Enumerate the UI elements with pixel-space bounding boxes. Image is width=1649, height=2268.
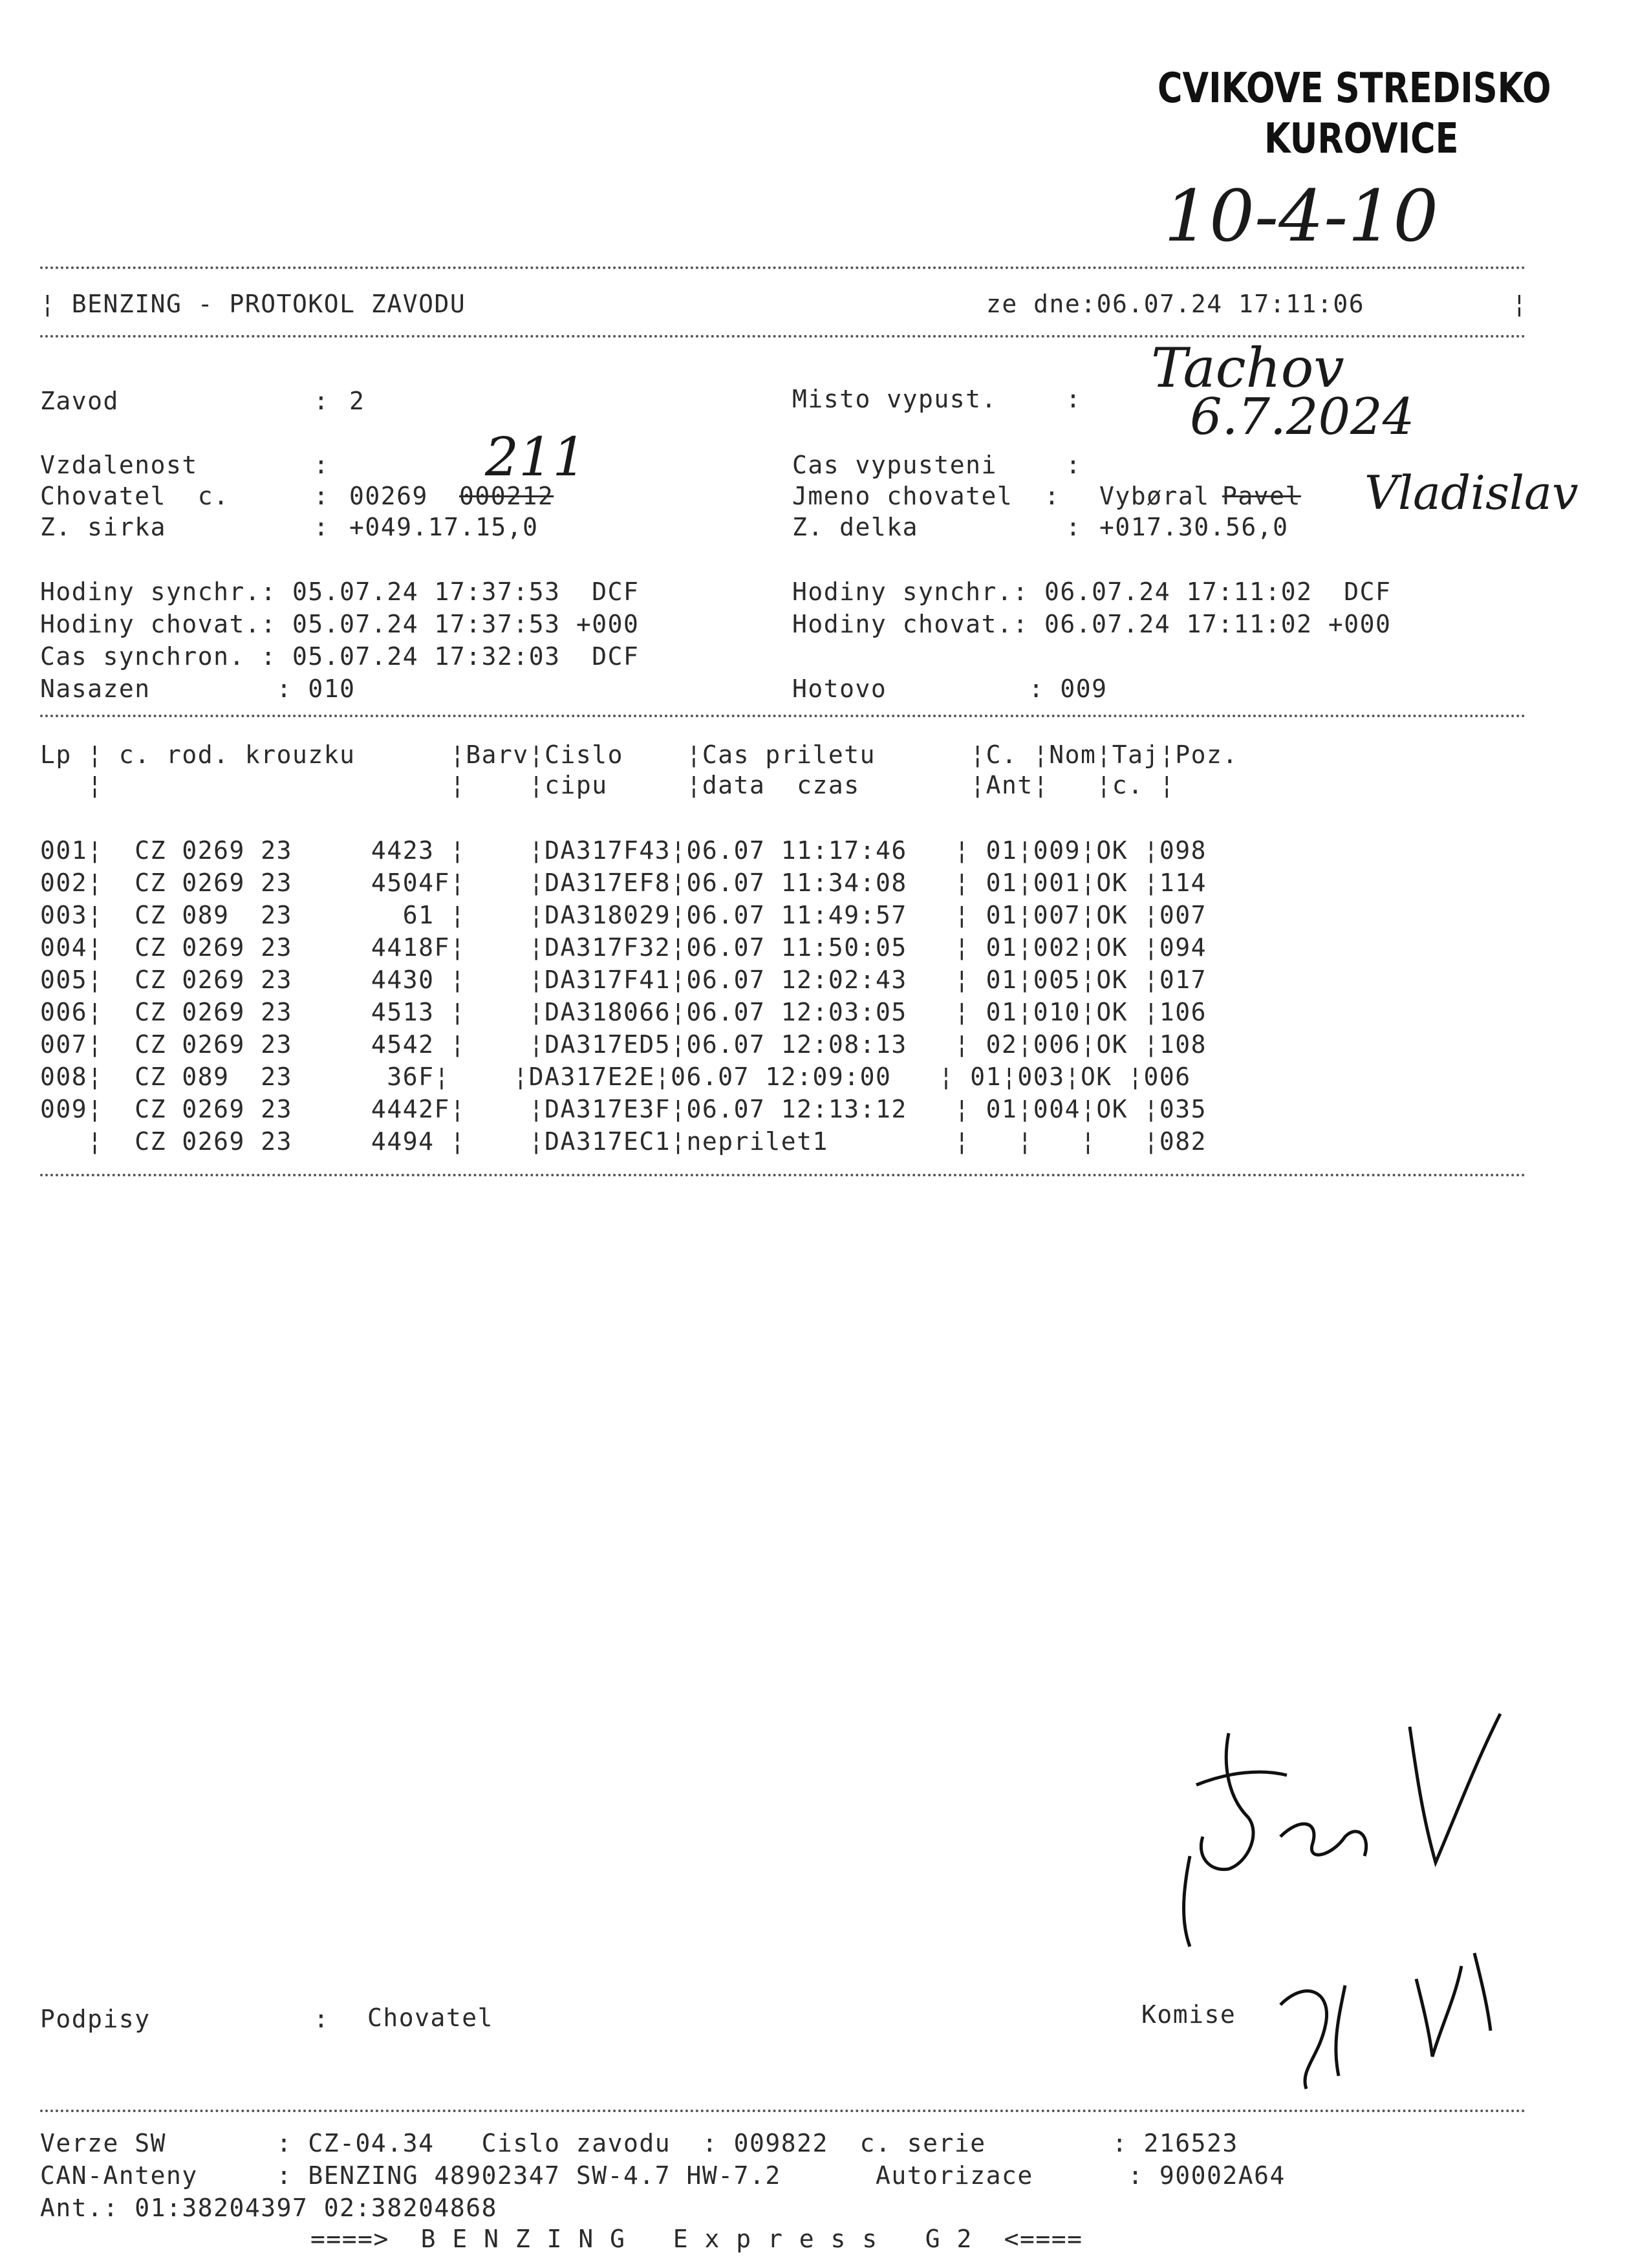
- vzdalenost-label: Vzdalenost: [40, 451, 198, 479]
- chovatel-value: 00269: [349, 482, 428, 510]
- footer-device-name: ====> B E N Z I N G E x p r e s s G 2 <====: [310, 2225, 1083, 2253]
- jmeno-sep: :: [1044, 482, 1061, 510]
- jmeno-struck-value: Pavel: [1222, 482, 1301, 510]
- delka-label: Z. delka: [792, 513, 919, 541]
- table-row: 007¦ CZ 0269 23 4542 ¦ ¦DA317ED5¦06.07 12:08:13 ¦ 02¦006¦OK ¦108: [40, 1030, 1207, 1059]
- podpisy-sep: :: [314, 2005, 330, 2033]
- handwritten-place-date: 6.7.2024: [1190, 388, 1415, 446]
- cas-vypusteni-label: Cas vypusteni: [792, 451, 997, 479]
- chovatel-label: Chovatel c.: [40, 482, 230, 510]
- chovatel-signature-label: Chovatel: [367, 2003, 494, 2032]
- table-header-2: ¦ ¦ ¦cipu ¦data czas ¦Ant¦ ¦c. ¦: [40, 771, 1176, 799]
- protocol-date: ze dne:06.07.24 17:11:06: [986, 290, 1365, 318]
- delka-value: +017.30.56,0: [1099, 513, 1289, 541]
- table-row: 006¦ CZ 0269 23 4513 ¦ ¦DA318066¦06.07 12:03:05 ¦ 01¦010¦OK ¦106: [40, 998, 1207, 1026]
- protocol-title: ¦ BENZING - PROTOKOL ZAVODU: [40, 290, 466, 318]
- zavod-sep: :: [314, 387, 330, 415]
- jmeno-value: Vybøral: [1099, 482, 1210, 510]
- podpisy-label: Podpisy: [40, 2005, 151, 2033]
- table-row: 008¦ CZ 089 23 36F¦ ¦DA317E2E¦06.07 12:09:00 ¦ 01¦003¦OK ¦006: [40, 1063, 1191, 1091]
- misto-label: Misto vypust.: [792, 385, 997, 413]
- footer-line-3: Ant.: 01:38204397 02:38204868: [40, 2194, 497, 2222]
- nasazen: Nasazen : 010: [40, 675, 356, 703]
- stamp-date: 10-4-10: [1164, 175, 1439, 257]
- chovatel-sep: :: [314, 482, 330, 510]
- jmeno-label: Jmeno chovatel: [792, 482, 1013, 510]
- misto-sep: :: [1066, 385, 1082, 413]
- table-row: 009¦ CZ 0269 23 4442F¦ ¦DA317E3F¦06.07 12:13:12 ¦ 01¦004¦OK ¦035: [40, 1095, 1207, 1123]
- sync-left-1: Hodiny synchr.: 05.07.24 17:37:53 DCF: [40, 578, 640, 606]
- handwritten-first-name: Vladislav: [1364, 466, 1579, 520]
- header-bar: ¦: [1512, 290, 1528, 318]
- table-header-1: Lp ¦ c. rod. krouzku ¦Barv¦Cislo ¦Cas priletu ¦C. ¦Nom¦Taj¦Poz.: [40, 740, 1238, 769]
- table-row: ¦ CZ 0269 23 4494 ¦ ¦DA317EC1¦neprilet1 ¦ ¦ ¦ ¦082: [40, 1127, 1207, 1156]
- signature-komise-scribble: [1267, 1927, 1513, 2095]
- stamp-line-1: CVIKOVE STREDISKO: [1158, 65, 1551, 113]
- zavod-label: Zavod: [40, 387, 119, 415]
- hotovo: Hotovo : 009: [792, 675, 1108, 703]
- table-row: 004¦ CZ 0269 23 4418F¦ ¦DA317F32¦06.07 11:50:05 ¦ 01¦002¦OK ¦094: [40, 933, 1207, 962]
- komise-signature-label: Komise: [1141, 2000, 1236, 2029]
- sirka-value: +049.17.15,0: [349, 513, 539, 541]
- stamp-line-2: KUROVICE: [1264, 115, 1459, 163]
- divider: [40, 266, 1526, 269]
- divider: [40, 715, 1526, 717]
- sync-left-3: Cas synchron. : 05.07.24 17:32:03 DCF: [40, 642, 640, 671]
- vzdalenost-sep: :: [314, 451, 330, 479]
- table-row: 003¦ CZ 089 23 61 ¦ ¦DA318029¦06.07 11:49:57 ¦ 01¦007¦OK ¦007: [40, 901, 1207, 929]
- table-row: 001¦ CZ 0269 23 4423 ¦ ¦DA317F43¦06.07 11:17:46 ¦ 01¦009¦OK ¦098: [40, 836, 1207, 865]
- handwritten-place: Tachov: [1151, 336, 1344, 400]
- sirka-sep: :: [314, 513, 330, 541]
- sync-right-1: Hodiny synchr.: 06.07.24 17:11:02 DCF: [792, 578, 1392, 606]
- sync-right-2: Hodiny chovat.: 06.07.24 17:11:02 +000: [792, 610, 1392, 638]
- divider: [40, 1174, 1526, 1176]
- footer-line-2: CAN-Anteny : BENZING 48902347 SW-4.7 HW-7.2 Autorizace : 90002A64: [40, 2161, 1286, 2190]
- delka-sep: :: [1066, 513, 1082, 541]
- chovatel-struck-value: 000212: [459, 482, 554, 510]
- divider: [40, 2110, 1526, 2112]
- sirka-label: Z. sirka: [40, 513, 167, 541]
- footer-line-1: Verze SW : CZ-04.34 Cislo zavodu : 009822 c. serie : 216523: [40, 2129, 1238, 2157]
- handwritten-distance: 211: [485, 427, 587, 488]
- table-row: 002¦ CZ 0269 23 4504F¦ ¦DA317EF8¦06.07 11:34:08 ¦ 01¦001¦OK ¦114: [40, 869, 1207, 897]
- sync-left-2: Hodiny chovat.: 05.07.24 17:37:53 +000: [40, 610, 640, 638]
- zavod-value: 2: [349, 387, 365, 415]
- cas-vypusteni-sep: :: [1066, 451, 1082, 479]
- table-row: 005¦ CZ 0269 23 4430 ¦ ¦DA317F41¦06.07 12:02:43 ¦ 01¦005¦OK ¦017: [40, 966, 1207, 994]
